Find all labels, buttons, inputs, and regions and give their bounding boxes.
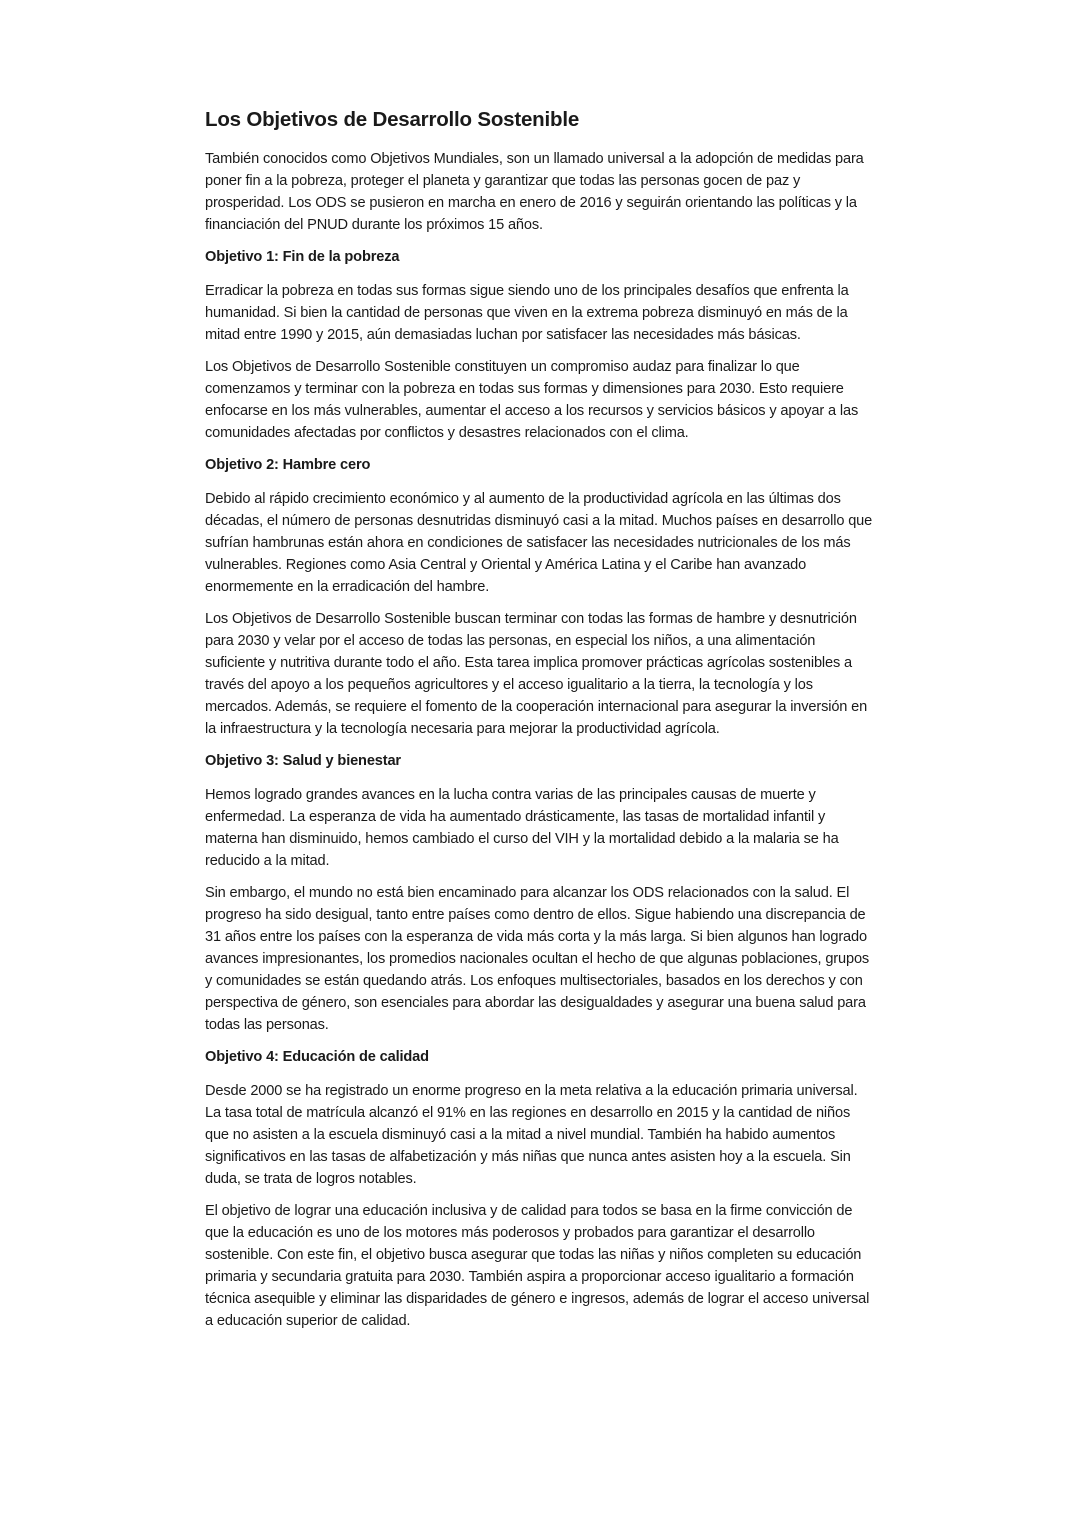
section-paragraph: Erradicar la pobreza en todas sus formas sigue siendo uno de los principales desafíos que enfrenta la humanidad. Si bien la cantidad de personas que viven en la extrema pobreza disminuyó en más de la mitad entre 1990 y 2015, aún demasiadas luchan por satisfacer las necesidades más básicas.: [205, 283, 849, 343]
section-objetivo-2: [205, 454, 877, 740]
section-paragraph: El objetivo de lograr una educación inclusiva y de calidad para todos se basa en la firme convicción de que la educación es uno de los motores más poderosos y probados para garantizar el desarrollo sostenible. Con este fin, el objetivo busca asegurar que todas las niñas y niños completen su educación primaria y secundaria gratuita para 2030. También aspira a proporcionar acceso igualitario a formación técnica asequible y eliminar las disparidades de género e ingresos, además de lograr el acceso universal a educación superior de calidad.: [205, 1203, 870, 1329]
section-paragraph: Debido al rápido crecimiento económico y al aumento de la productividad agrícola en las últimas dos décadas, el número de personas desnutridas disminuyó casi a la mitad. Muchos países en desarrollo que sufrían hambrunas están ahora en condiciones de satisfacer las necesidades nutricionales de los más vulnerables. Regiones como Asia Central y Oriental y América Latina y el Caribe han avanzado enormemente en la erradicación del hambre.: [205, 491, 873, 595]
section-objetivo-1: [205, 246, 877, 444]
section-objetivo-4: [205, 1046, 877, 1332]
section-paragraph: Los Objetivos de Desarrollo Sostenible buscan terminar con todas las formas de hambre y desnutrición para 2030 y velar por el acceso de todas las personas, en especial los niños, a una alimentación suficiente y nutritiva durante todo el año. Esta tarea implica promover prácticas agrícolas sostenibles a través del apoyo a los pequeños agricultores y el acceso igualitario a la tierra, la tecnología y los mercados. Además, se requiere el fomento de la cooperación internacional para asegurar la inversión en la infraestructura y la tecnología necesaria para mejorar la productividad agrícola.: [205, 611, 868, 737]
section-paragraph: Hemos logrado grandes avances en la lucha contra varias de las principales causas de muerte y enfermedad. La esperanza de vida ha aumentado drásticamente, las tasas de mortalidad infantil y materna han disminuido, hemos cambiado el curso del VIH y la mortalidad debido a la malaria se ha reducido a la mitad.: [205, 787, 839, 869]
section-paragraph: Los Objetivos de Desarrollo Sostenible constituyen un compromiso audaz para finalizar lo que comenzamos y terminar con la pobreza en todas sus formas y dimensiones para 2030. Esto requiere enfocarse en los más vulnerables, aumentar el acceso a los recursos y servicios básicos y apoyar a las comunidades afectadas por conflictos y desastres relacionados con el clima.: [205, 359, 859, 441]
section-paragraph: Desde 2000 se ha registrado un enorme progreso en la meta relativa a la educación primaria universal. La tasa total de matrícula alcanzó el 91% en las regiones en desarrollo en 2015 y la cantidad de niños que no asisten a la escuela disminuyó casi a la mitad a nivel mundial. También ha habido aumentos significativos en las tasas de alfabetización y más niñas que nunca antes asisten hoy a la escuela. Sin duda, se trata de logros notables.: [205, 1083, 858, 1187]
section-paragraph: Sin embargo, el mundo no está bien encaminado para alcanzar los ODS relacionados con la salud. El progreso ha sido desigual, tanto entre países como dentro de ellos. Sigue habiendo una discrepancia de 31 años entre los países con la esperanza de vida más corta y la más larga. Si bien algunos han logrado avances impresionantes, los promedios nacionales ocultan el hecho de que algunas poblaciones, grupos y comunidades se están quedando atrás. Los enfoques multisectoriales, basados en los derechos y con perspectiva de género, son esenciales para abordar las desigualdades y asegurar una buena salud para todas las personas.: [205, 885, 870, 1033]
section-objetivo-3: [205, 750, 877, 1036]
section-heading: Objetivo 4: Educación de calidad: [205, 1049, 429, 1065]
document-title: Los Objetivos de Desarrollo Sostenible: [205, 108, 580, 131]
section-heading: Objetivo 2: Hambre cero: [205, 457, 371, 473]
section-heading: Objetivo 1: Fin de la pobreza: [205, 249, 400, 265]
intro-paragraph: También conocidos como Objetivos Mundiales, son un llamado universal a la adopción de medidas para poner fin a la pobreza, proteger el planeta y garantizar que todas las personas gocen de paz y prosperidad. Los ODS se pusieron en marcha en enero de 2016 y seguirán orientando las políticas y la financiación del PNUD durante los próximos 15 años.: [205, 151, 864, 233]
document-page: [205, 106, 877, 1342]
section-heading: Objetivo 3: Salud y bienestar: [205, 753, 401, 769]
